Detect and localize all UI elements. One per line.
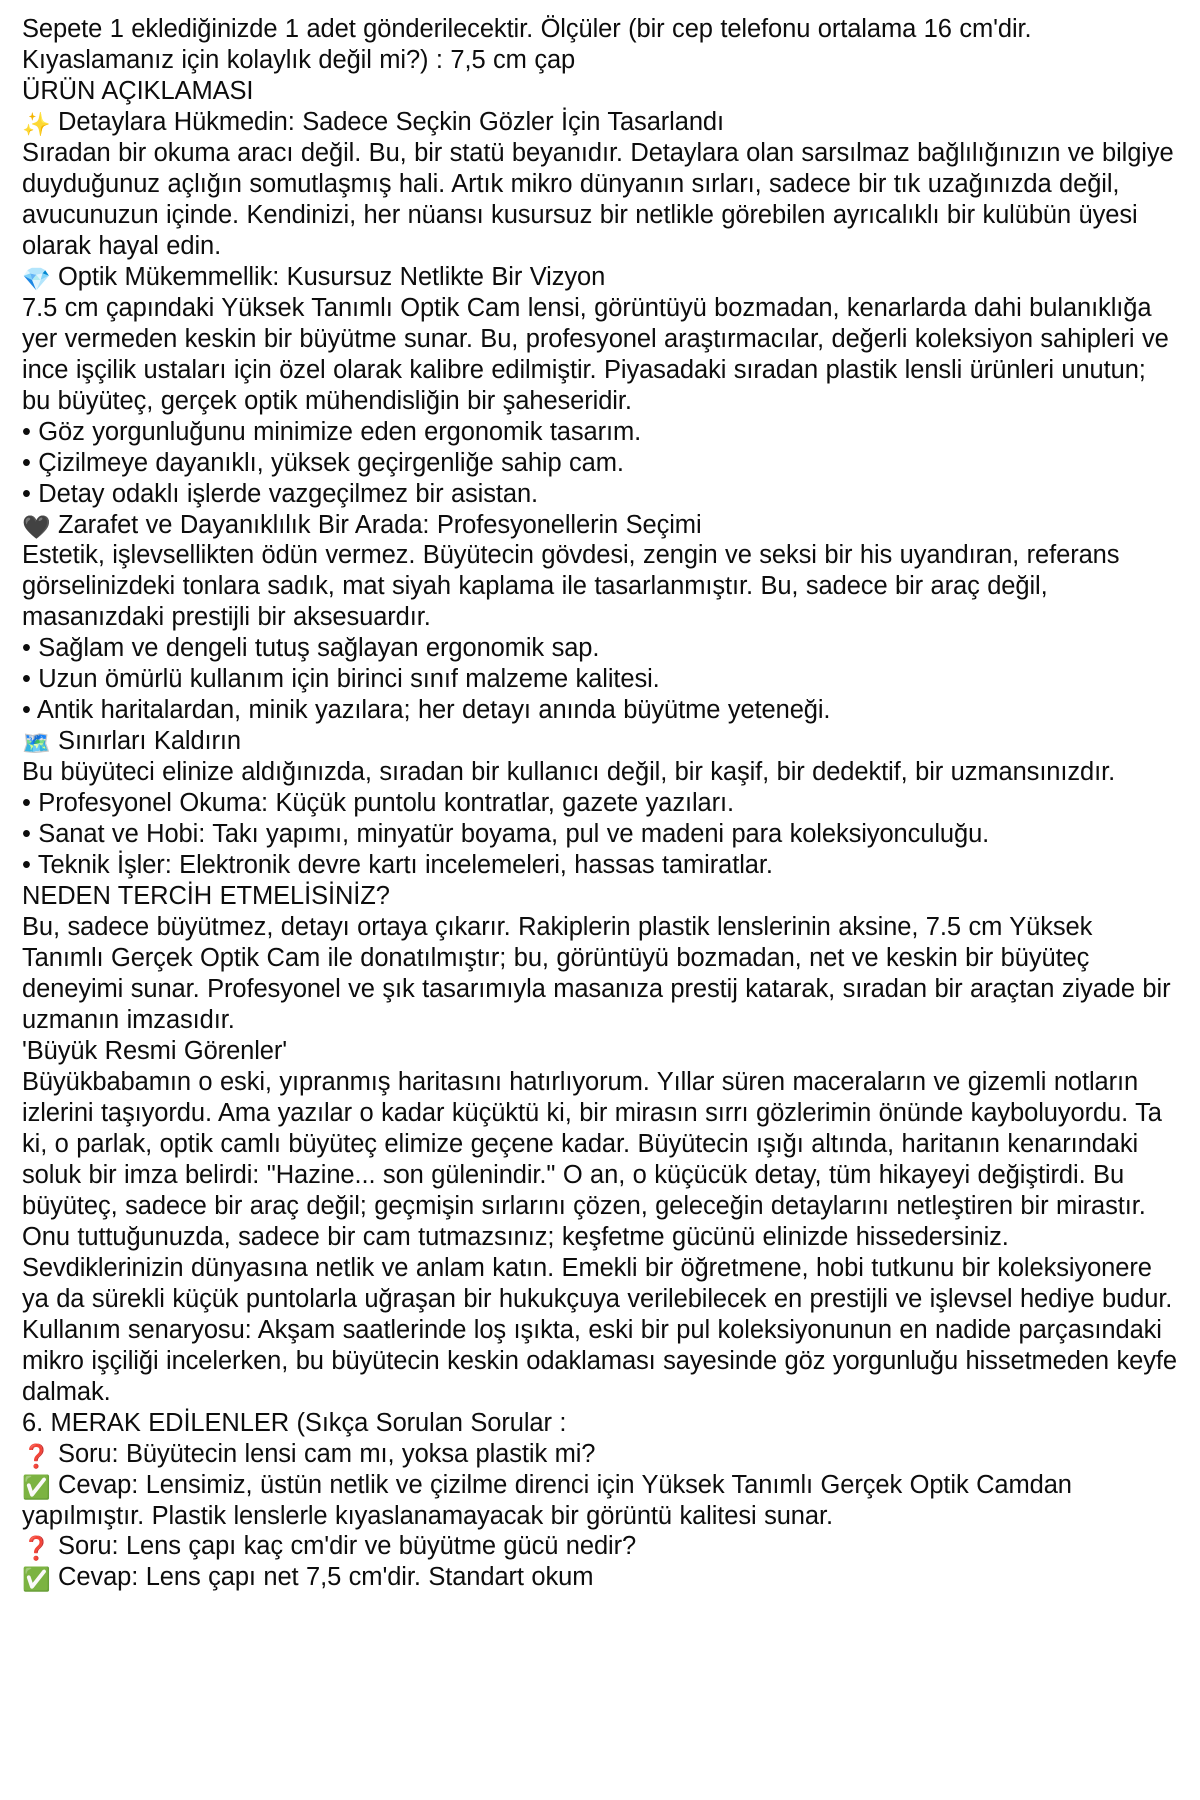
faq-answer [22,1470,1178,1532]
list-item: • Sağlam ve dengeli tutuş sağlayan ergonomik sap. [22,634,600,663]
section-heading-sinirlari-kaldirin [22,726,1178,757]
faq-answer-text: Cevap: Lens çapı net 7,5 cm'dir. Standart okum [58,1563,594,1592]
section-heading-zarafet-ve-dayaniklilik [22,510,1178,541]
green-check-mark-icon: ✅ [22,1567,51,1594]
gem-stone-icon: 💎 [22,266,51,293]
list-item: • Uzun ömürlü kullanım için birinci sınıf malzeme kalitesi. [22,665,660,694]
green-check-mark-icon: ✅ [22,1474,51,1501]
world-map-icon: 🗺️ [22,731,51,758]
section-heading-text: Detaylara Hükmedin: Sadece Seçkin Gözler İçin Tasarlandı [58,107,724,136]
list-item: • Detay odaklı işlerde vazgeçilmez bir asistan. [22,479,539,508]
faq-question [22,1439,1178,1470]
section-heading-text: Zarafet ve Dayanıklılık Bir Arada: Profesyonellerin Seçimi [58,510,702,539]
black-heart-icon: 🖤 [22,514,51,541]
faq-heading: 6. MERAK EDİLENLER (Sıkça Sorulan Sorular : [22,1408,567,1437]
section-body-sinirlari-kaldirin: Bu büyüteci elinize aldığınızda, sıradan bir kullanıcı değil, bir kaşif, bir dedektif, bir uzmansınızdır. [22,758,1116,787]
faq-answer [22,1562,1178,1593]
list-item: • Profesyonel Okuma: Küçük puntolu kontratlar, gazete yazıları. [22,789,734,818]
section-body-zarafet-ve-dayaniklilik: Estetik, işlevsellikten ödün vermez. Büyütecin gövdesi, zengin ve seksi bir his uyandıran, referans görselinizdeki tonlara sadık, mat siyah kaplama ile tasarlanmıştır. Bu, sadece bir araç değil, masanızdaki prestijli bir aksesuardır. [22,541,1120,632]
list-item: • Sanat ve Hobi: Takı yapımı, minyatür boyama, pul ve madeni para koleksiyonculuğu. [22,820,990,849]
list-item: • Antik haritalardan, minik yazılara; her detayı anında büyütme yeteneği. [22,696,831,725]
section-heading-detaylara-hukmedin [22,107,1178,138]
description-body [22,14,1178,1593]
red-question-mark-icon: ❓ [22,1536,51,1563]
section-heading-text: Sınırları Kaldırın [58,727,241,756]
list-item: • Çizilmeye dayanıklı, yüksek geçirgenliğe sahip cam. [22,448,624,477]
faq-question [22,1531,1178,1562]
list-item: • Teknik İşler: Elektronik devre kartı incelemeleri, hassas tamiratlar. [22,851,773,880]
story-gift-paragraph: Sevdiklerinizin dünyasına netlik ve anlam katın. Emekli bir öğretmene, hobi tutkunu bir koleksiyonere ya da sürekli küçük puntolarla uğraşan bir hukukçuya verilebilecek en prestijli ve işlevsel hediye budur. Kullanım senaryosu: Akşam saatlerinde loş ışıkta, eski bir pul koleksiyonunun en nadide parçasındaki mikro işçiliği incelerken, bu büyütecin keskin odaklaması sayesinde göz yorgunluğu hissetmeden keyfe dalmak. [22,1253,1177,1406]
shipping-note: Sepete 1 eklediğinizde 1 adet gönderilecektir. Ölçüler (bir cep telefonu ortalama 16 cm'dir. Kıyaslamanız için kolaylık değil mi?) : 7,5 cm çap [22,15,1032,74]
red-question-mark-icon: ❓ [22,1443,51,1470]
product-description-title: ÜRÜN AÇIKLAMASI [22,76,254,105]
section-body-optik-mukemmellik: 7.5 cm çapındaki Yüksek Tanımlı Optik Cam lensi, görüntüyü bozmadan, kenarlarda dahi bulanıklığa yer vermeden keskin bir büyütme sunar. Bu, profesyonel araştırmacılar, değerli koleksiyon sahipleri ve ince işçilik ustaları için özel olarak kalibre edilmiştir. Piyasadaki sıradan plastik lensli ürünleri unutun; bu büyüteç, gerçek optik mühendisliğin bir şaheseridir. [22,293,1169,415]
section-heading-optik-mukemmellik [22,262,1178,293]
faq-answer-text: Cevap: Lensimiz, üstün netlik ve çizilme direnci için Yüksek Tanımlı Gerçek Optik Camdan yapılmıştır. Plastik lenslerle kıyaslanamayacak bir görüntü kalitesi sunar. [22,1470,1072,1530]
why-choose-body: Bu, sadece büyütmez, detayı ortaya çıkarır. Rakiplerin plastik lenslerinin aksine, 7.5 cm Yüksek Tanımlı Gerçek Optik Cam ile donatılmıştır; bu, görüntüyü bozmadan, net ve keskin bir büyüteç deneyimi sunar. Profesyonel ve şık tasarımıyla masanıza prestij katarak, sıradan bir araçtan ziyade bir uzmanın imzasıdır. [22,913,1171,1034]
section-heading-text: Optik Mükemmellik: Kusursuz Netlikte Bir Vizyon [58,262,606,291]
story-heading: 'Büyük Resmi Görenler' [22,1036,288,1065]
why-choose-heading: NEDEN TERCİH ETMELİSİNİZ? [22,882,390,911]
sparkles-icon: ✨ [22,111,51,138]
faq-question-text: Soru: Lens çapı kaç cm'dir ve büyütme gücü nedir? [58,1532,637,1561]
story-body: Büyükbabamın o eski, yıpranmış haritasını hatırlıyorum. Yıllar süren maceraların ve gizemli notların izlerini taşıyordu. Ama yazılar o kadar küçüktü ki, bir mirasın sırrı gözlerimin önünde kayboluyordu. Ta ki, o parlak, optik camlı büyüteç elimize geçene kadar. Büyütecin ışığı altında, haritanın kenarındaki soluk bir imza belirdi: "Hazine... son gülenindir." O an, o küçücük detay, tüm hikayeyi değiştirdi. Bu büyüteç, sadece bir araç değil; geçmişin sırlarını çözen, geleceğin detaylarını netleştiren bir mirastır. Onu tuttuğunuzda, sadece bir cam tutmazsınız; keşfetme gücünü elinizde hissedersiniz. [22,1067,1162,1251]
faq-question-text: Soru: Büyütecin lensi cam mı, yoksa plastik mi? [58,1439,596,1468]
section-body-detaylara-hukmedin: Sıradan bir okuma aracı değil. Bu, bir statü beyanıdır. Detaylara olan sarsılmaz bağlılığınızın ve bilgiye duyduğunuz açlığın somutlaşmış hali. Artık mikro dünyanın sırları, sadece bir tık uzağınızda değil, avucunuzun içinde. Kendinizi, her nüansı kusursuz bir netlikle görebilen ayrıcalıklı bir kulübün üyesi olarak hayal edin. [22,138,1174,260]
list-item: • Göz yorgunluğunu minimize eden ergonomik tasarım. [22,417,642,446]
